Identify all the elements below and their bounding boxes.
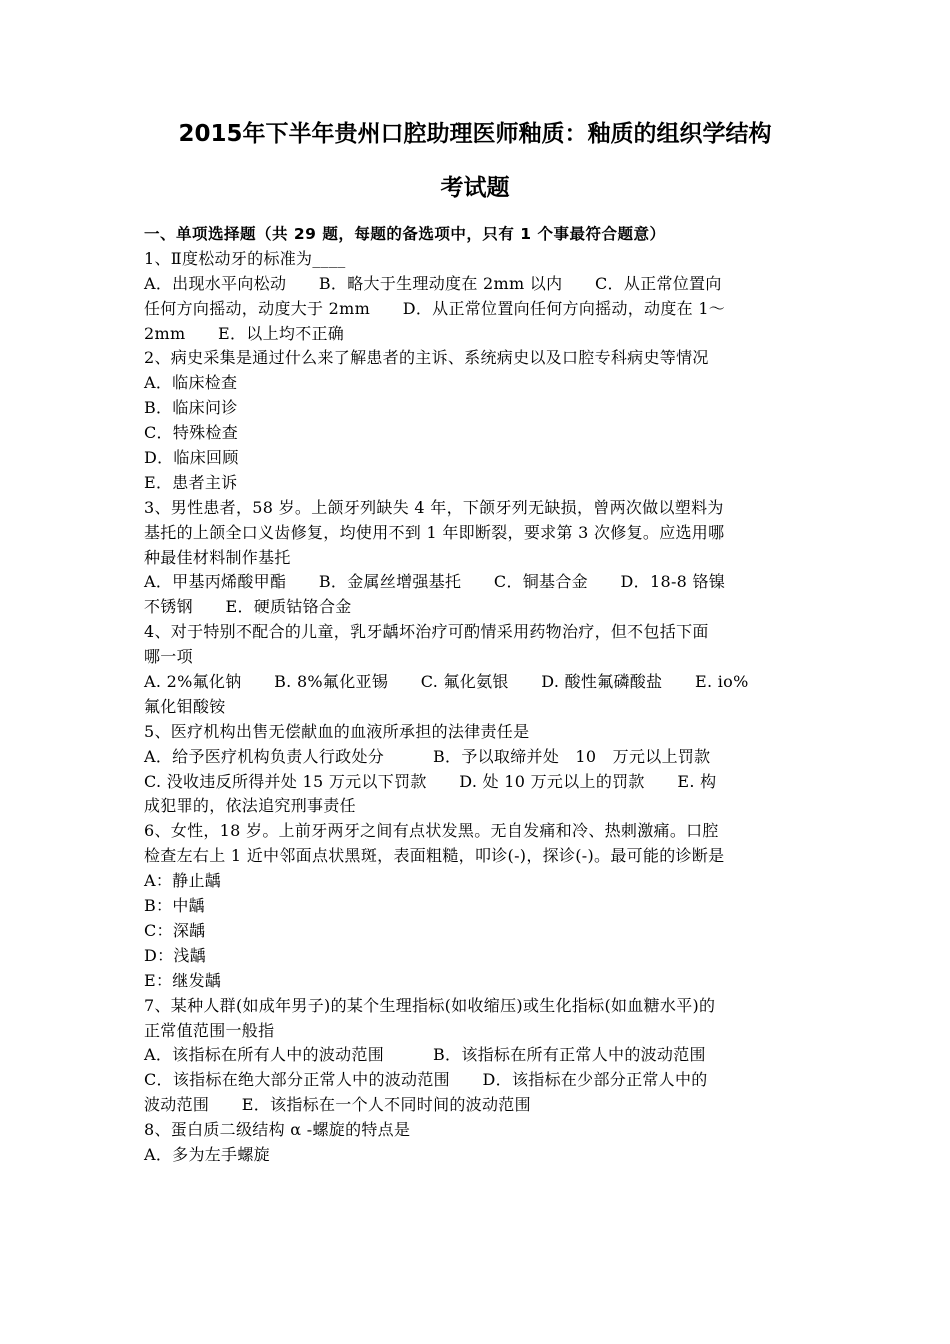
question-2-option-e: E．患者主诉 xyxy=(144,472,238,492)
question-1-options-line-2: 任何方向摇动，动度大于 2mm D．从正常位置向任何方向摇动，动度在 1～ xyxy=(144,298,726,318)
question-6-option-c: C：深龋 xyxy=(144,920,206,940)
question-4-stem-line-2: 哪一项 xyxy=(144,647,193,667)
question-8-option-a: A．多为左手螺旋 xyxy=(144,1144,270,1164)
question-7-options-line-1: A．该指标在所有人中的波动范围 B．该指标在所有正常人中的波动范围 xyxy=(144,1045,706,1065)
section-heading: 一、单项选择题（共 29 题，每题的备选项中，只有 1 个事最符合题意） xyxy=(144,225,666,243)
question-6-option-d: D：浅龋 xyxy=(144,945,207,965)
question-6-stem-line-1: 6、女性，18 岁。上前牙两牙之间有点状发黑。无自发痛和冷、热刺激痛。口腔 xyxy=(144,821,719,841)
question-4-stem-line-1: 4、对于特别不配合的儿童，乳牙龋坏治疗可酌情采用药物治疗，但不包括下面 xyxy=(144,622,709,642)
question-6-option-a: A：静止龋 xyxy=(144,871,222,891)
question-3-options-line-2: 不锈钢 E．硬质钴铬合金 xyxy=(144,597,352,617)
question-2-option-b: B．临床问诊 xyxy=(144,398,238,418)
question-1-stem: 1、Ⅱ度松动牙的标准为____ xyxy=(144,248,346,268)
question-4-options-line-1: A. 2%氟化钠 B. 8%氟化亚锡 C. 氟化氨银 D. 酸性氟磷酸盐 E. io% xyxy=(144,672,749,692)
question-2-stem: 2、病史采集是通过什么来了解患者的主诉、系统病史以及口腔专科病史等情况 xyxy=(144,348,709,368)
question-7-options-line-3: 波动范围 E．该指标在一个人不同时间的波动范围 xyxy=(144,1095,531,1115)
question-4-options-line-2: 氟化钼酸铵 xyxy=(144,696,226,716)
question-7-options-line-2: C．该指标在绝大部分正常人中的波动范围 D．该指标在少部分正常人中的 xyxy=(144,1070,708,1090)
document-title-line-2: 考试题 xyxy=(440,175,510,201)
question-5-options-line-1: A．给予医疗机构负责人行政处分 B．予以取缔并处 10 万元以上罚款 xyxy=(144,746,711,766)
question-6-stem-line-2: 检查左右上 1 近中邻面点状黑斑，表面粗糙，叩诊(-)，探诊(-)。最可能的诊断是 xyxy=(144,846,725,866)
question-2-option-a: A．临床检查 xyxy=(144,373,238,393)
question-1-options-line-3: 2mm E．以上均不正确 xyxy=(144,323,345,343)
document-title-line-1: 2015年下半年贵州口腔助理医师釉质：釉质的组织学结构 xyxy=(178,121,772,147)
question-5-stem: 5、医疗机构出售无偿献血的血液所承担的法律责任是 xyxy=(144,721,530,741)
question-2-option-d: D．临床回顾 xyxy=(144,448,239,468)
question-list xyxy=(144,222,810,1168)
question-5-options-line-2: C. 没收违反所得并处 15 万元以下罚款 D. 处 10 万元以上的罚款 E. 构 xyxy=(144,771,717,791)
question-6-option-e: E：继发龋 xyxy=(144,970,222,990)
question-7-stem-line-2: 正常值范围一般指 xyxy=(144,1020,275,1040)
question-8-stem: 8、蛋白质二级结构 α -螺旋的特点是 xyxy=(144,1120,411,1140)
question-3-stem-line-2: 基托的上颌全口义齿修复，均使用不到 1 年即断裂，要求第 3 次修复。应选用哪 xyxy=(144,522,725,542)
question-1-options-line-1: A．出现水平向松动 B．略大于生理动度在 2mm 以内 C．从正常位置向 xyxy=(144,273,722,293)
question-3-options-line-1: A．甲基丙烯酸甲酯 B．金属丝增强基托 C．铜基合金 D．18-8 铬镍 xyxy=(144,572,726,592)
question-3-stem-line-1: 3、男性患者，58 岁。上颌牙列缺失 4 年，下颌牙列无缺损，曾两次做以塑料为 xyxy=(144,497,724,517)
question-6-option-b: B：中龋 xyxy=(144,896,205,916)
question-3-stem-line-3: 种最佳材料制作基托 xyxy=(144,547,291,567)
question-2-option-c: C．特殊检查 xyxy=(144,423,239,443)
question-5-options-line-3: 成犯罪的，依法追究刑事责任 xyxy=(144,796,356,816)
question-7-stem-line-1: 7、某种人群(如成年男子)的某个生理指标(如收缩压)或生化指标(如血糖水平)的 xyxy=(144,995,716,1015)
